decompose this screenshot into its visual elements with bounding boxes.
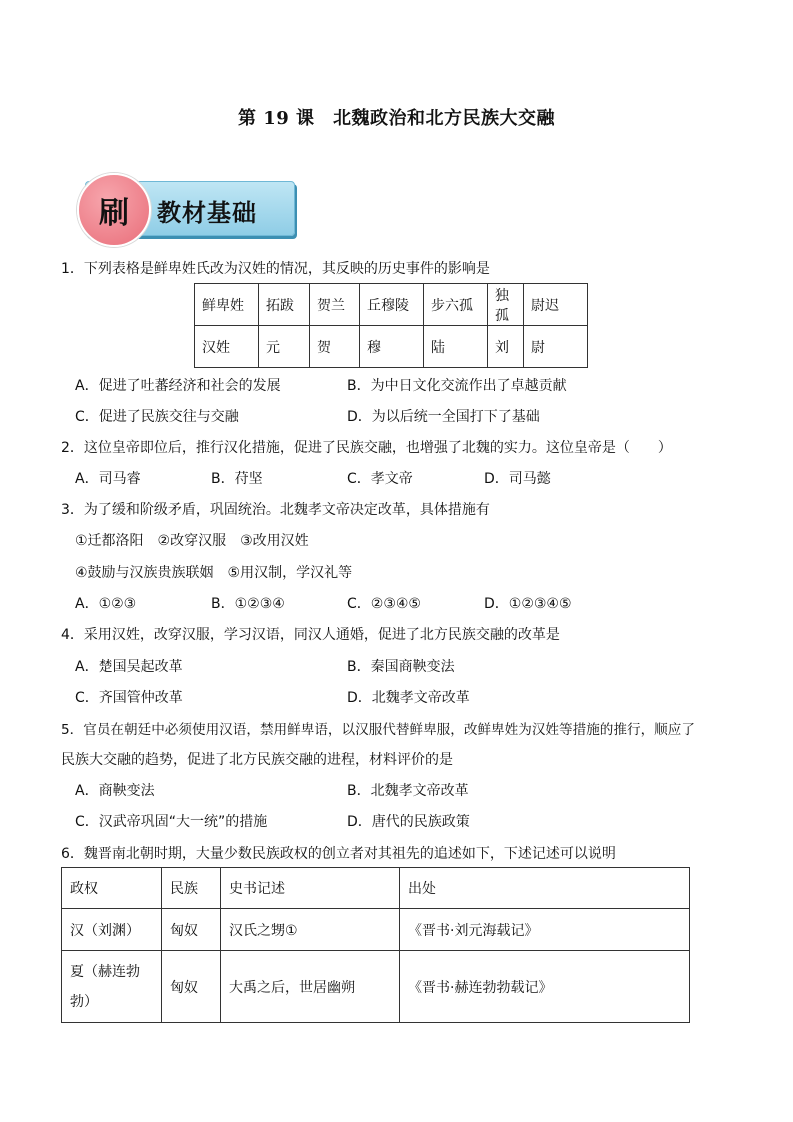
table-cell: 《晋书·赫连勃勃载记》 xyxy=(400,951,690,1023)
section-banner xyxy=(75,179,295,239)
table-cell: 汉姓 xyxy=(195,326,259,368)
q2-option-c[interactable]: C．孝文帝 xyxy=(347,471,413,487)
regime-table xyxy=(61,867,690,1023)
q3-stem: 3．为了缓和阶级矛盾，巩固统治。北魏孝文帝决定改革，具体措施有 xyxy=(61,502,490,518)
table-cell: 大禹之后，世居幽朔 xyxy=(221,951,400,1023)
banner-badge-text: 刷 xyxy=(99,196,129,231)
q4-stem: 4．采用汉姓，改穿汉服，学习汉语，同汉人通婚，促进了北方民族交融的改革是 xyxy=(61,627,560,643)
table-cell: 刘 xyxy=(488,326,524,368)
banner-text: 教材基础 xyxy=(157,198,257,227)
table-cell: 匈奴 xyxy=(162,951,221,1023)
table-cell: 步六孤 xyxy=(424,284,488,326)
surname-table xyxy=(194,283,588,368)
table-header-row xyxy=(62,868,690,909)
q1-stem: 1．下列表格是鲜卑姓氏改为汉姓的情况，其反映的历史事件的影响是 xyxy=(61,261,490,277)
table-row xyxy=(62,951,690,1023)
q3-option-c[interactable]: C．②③④⑤ xyxy=(347,596,421,612)
table-cell: 匈奴 xyxy=(162,909,221,951)
page-title: 第 19 课 北魏政治和北方民族大交融 xyxy=(237,108,556,129)
table-cell: 鲜卑姓 xyxy=(195,284,259,326)
q2-stem: 2．这位皇帝即位后，推行汉化措施，促进了民族交融，也增强了北魏的实力。这位皇帝是（ ） xyxy=(61,440,672,456)
table-cell: 独孤 xyxy=(488,284,524,326)
q4-option-a[interactable]: A．楚国吴起改革 xyxy=(75,659,183,675)
table-cell: 尉 xyxy=(524,326,588,368)
q3-measures-2: ④鼓励与汉族贵族联姻 ⑤用汉制，学汉礼等 xyxy=(75,565,353,581)
table-cell: 穆 xyxy=(360,326,424,368)
table-cell: 拓跋 xyxy=(259,284,310,326)
table-cell: 《晋书·刘元海载记》 xyxy=(400,909,690,951)
q5-stem-line2: 民族大交融的趋势，促进了北方民族交融的进程，材料评价的是 xyxy=(61,752,453,768)
q2-option-d[interactable]: D．司马懿 xyxy=(484,471,551,487)
q1-option-b[interactable]: B．为中日文化交流作出了卓越贡献 xyxy=(347,378,567,394)
table-cell: 夏（赫连勃勃） xyxy=(62,951,162,1023)
q6-stem: 6．魏晋南北朝时期，大量少数民族政权的创立者对其祖先的追述如下，下述记述可以说明 xyxy=(61,846,616,862)
table-row xyxy=(195,326,588,368)
q5-stem-line1: 5．官员在朝廷中必须使用汉语，禁用鲜卑语，以汉服代替鲜卑服，改鲜卑姓为汉姓等措施的推行，顺应了 xyxy=(61,722,695,738)
q2-option-a[interactable]: A．司马睿 xyxy=(75,471,141,487)
q4-option-d[interactable]: D．北魏孝文帝改革 xyxy=(347,690,470,706)
table-cell: 贺兰 xyxy=(310,284,360,326)
q3-option-d[interactable]: D．①②③④⑤ xyxy=(484,596,572,612)
q4-option-c[interactable]: C．齐国管仲改革 xyxy=(75,690,183,706)
table-header-cell: 史书记述 xyxy=(221,868,400,909)
q5-option-b[interactable]: B．北魏孝文帝改革 xyxy=(347,783,469,799)
q5-option-a[interactable]: A．商鞅变法 xyxy=(75,783,155,799)
q1-option-a[interactable]: A．促进了吐蕃经济和社会的发展 xyxy=(75,378,281,394)
table-header-cell: 民族 xyxy=(162,868,221,909)
table-cell: 元 xyxy=(259,326,310,368)
table-cell: 贺 xyxy=(310,326,360,368)
table-cell: 丘穆陵 xyxy=(360,284,424,326)
table-header-cell: 出处 xyxy=(400,868,690,909)
q5-option-d[interactable]: D．唐代的民族政策 xyxy=(347,814,470,830)
q4-option-b[interactable]: B．秦国商鞅变法 xyxy=(347,659,455,675)
q2-option-b[interactable]: B．苻坚 xyxy=(211,471,263,487)
table-cell: 陆 xyxy=(424,326,488,368)
table-cell: 尉迟 xyxy=(524,284,588,326)
q1-option-c[interactable]: C．促进了民族交往与交融 xyxy=(75,409,239,425)
q3-option-a[interactable]: A．①②③ xyxy=(75,596,137,612)
q3-option-b[interactable]: B．①②③④ xyxy=(211,596,285,612)
q1-option-d[interactable]: D．为以后统一全国打下了基础 xyxy=(347,409,540,425)
table-cell: 汉（刘渊） xyxy=(62,909,162,951)
table-header-cell: 政权 xyxy=(62,868,162,909)
table-row xyxy=(62,909,690,951)
banner-badge xyxy=(77,173,151,247)
q5-option-c[interactable]: C．汉武帝巩固“大一统”的措施 xyxy=(75,814,268,830)
q3-measures-1: ①迁都洛阳 ②改穿汉服 ③改用汉姓 xyxy=(75,533,309,549)
table-row xyxy=(195,284,588,326)
table-cell: 汉氏之甥① xyxy=(221,909,400,951)
